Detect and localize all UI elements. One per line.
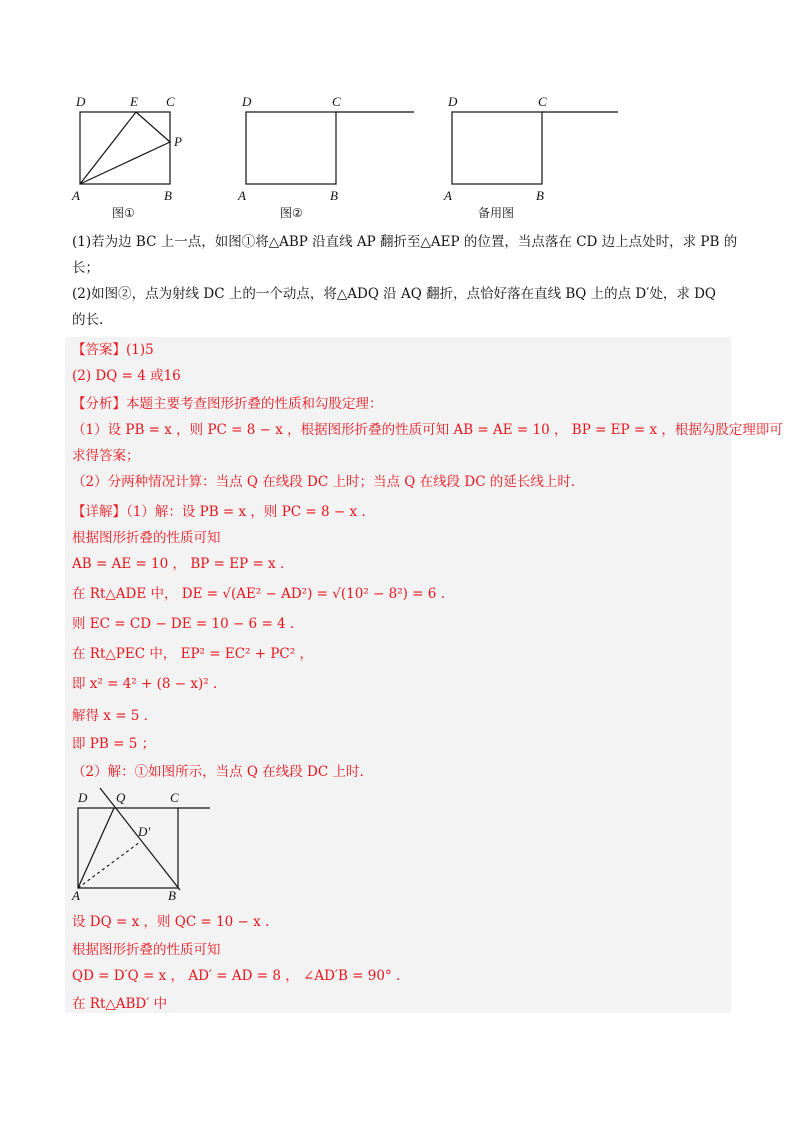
detail-line-5: 则 EC = CD − DE = 10 − 6 = 4 . [72,616,295,632]
fig3-label-a: A [444,188,452,203]
detail-line-13: QD = D′Q = x ， AD′ = AD = 8 ， ∠AD′B = 90° . [72,968,401,984]
detail-label: 【详解】 [72,504,126,520]
analysis-line-4: （2）分两种情况计算：当点 Q 在线段 DC 上时；当点 Q 在线段 DC 的延长线上时. [72,474,576,490]
fig1-label-b: B [164,188,172,203]
fig2-label-c: C [332,94,341,109]
answer-1: (1)5 [126,342,154,358]
answer-label: 【答案】 [72,342,126,358]
detail-line-14: 在 Rt△ABD′ 中 [72,996,168,1012]
fig1-label-d: D [76,94,86,109]
answer-line-1 [72,340,154,360]
detail-text-1: （1）解：设 PB = x ，则 PC = 8 − x . [126,504,366,520]
fig1-label-a: A [72,188,80,203]
fig3-label-b: B [536,188,544,203]
figure-2 [236,90,416,220]
figure-1 [70,90,200,220]
detail-line-2: 根据图形折叠的性质可知 [72,530,221,546]
fig1-label-p: P [174,134,182,149]
fig2-caption: 图② [280,206,303,220]
fig4-label-b: B [168,888,176,903]
fig1-caption: 图① [112,206,135,220]
detail-line-10: （2）解：①如图所示，当点 Q 在线段 DC 上时. [72,764,364,780]
detail-line-11: 设 DQ = x ，则 QC = 10 − x . [72,914,270,930]
question-1-line-2: 长； [72,260,99,276]
analysis-text-1: 本题主要考查图形折叠的性质和勾股定理： [126,396,383,412]
fig4-label-c: C [170,790,179,805]
fig4-label-q: Q [116,790,126,805]
detail-line-7: 即 x² = 4² + (8 − x)² . [72,676,218,692]
answer-2: (2) DQ = 4 或16 [72,368,181,384]
fig3-label-c: C [538,94,547,109]
detail-line-1 [72,502,366,522]
analysis-line-1 [72,394,383,414]
detail-line-8: 解得 x = 5 . [72,708,148,724]
detail-line-9: 即 PB = 5 ； [72,736,156,752]
analysis-line-3: 求得答案； [72,448,140,464]
fig4-label-a: A [72,888,80,903]
fig2-label-a: A [238,188,246,203]
fig3-caption: 备用图 [478,206,515,220]
analysis-label: 【分析】 [72,396,126,412]
analysis-line-2: （1）设 PB = x ，则 PC = 8 − x ，根据图形折叠的性质可知 AB = AE = 10 ， BP = EP = x ，根据勾股定理即可 [72,422,783,438]
fig2-label-b: B [330,188,338,203]
question-1-line-1: (1)若为边 BC 上一点，如图①将△ABP 沿直线 AP 翻折至△AEP 的位置，当点落在 CD 边上点处时，求 PB 的 [72,234,738,250]
detail-line-6: 在 Rt△PEC 中， EP² = EC² + PC² ， [72,646,313,662]
fig3-label-d: D [448,94,458,109]
fig4-label-d-prime: D' [138,824,151,839]
figure-4 [70,786,220,906]
detail-line-3: AB = AE = 10 ， BP = EP = x . [72,556,285,572]
fig1-label-c: C [166,94,175,109]
fig4-label-d: D [78,790,88,805]
fig1-label-e: E [130,94,138,109]
figure-3 [442,90,622,220]
detail-line-12: 根据图形折叠的性质可知 [72,942,221,958]
question-2-line-2: 的长. [72,312,104,328]
detail-line-4: 在 Rt△ADE 中， DE = √(AE² − AD²) = √(10² − 8²) = 6 . [72,586,445,602]
question-2-line-1: (2)如图②，点为射线 DC 上的一个动点，将△ADQ 沿 AQ 翻折，点恰好落在直线 BQ 上的点 D′处，求 DQ [72,286,717,302]
fig2-label-d: D [242,94,252,109]
